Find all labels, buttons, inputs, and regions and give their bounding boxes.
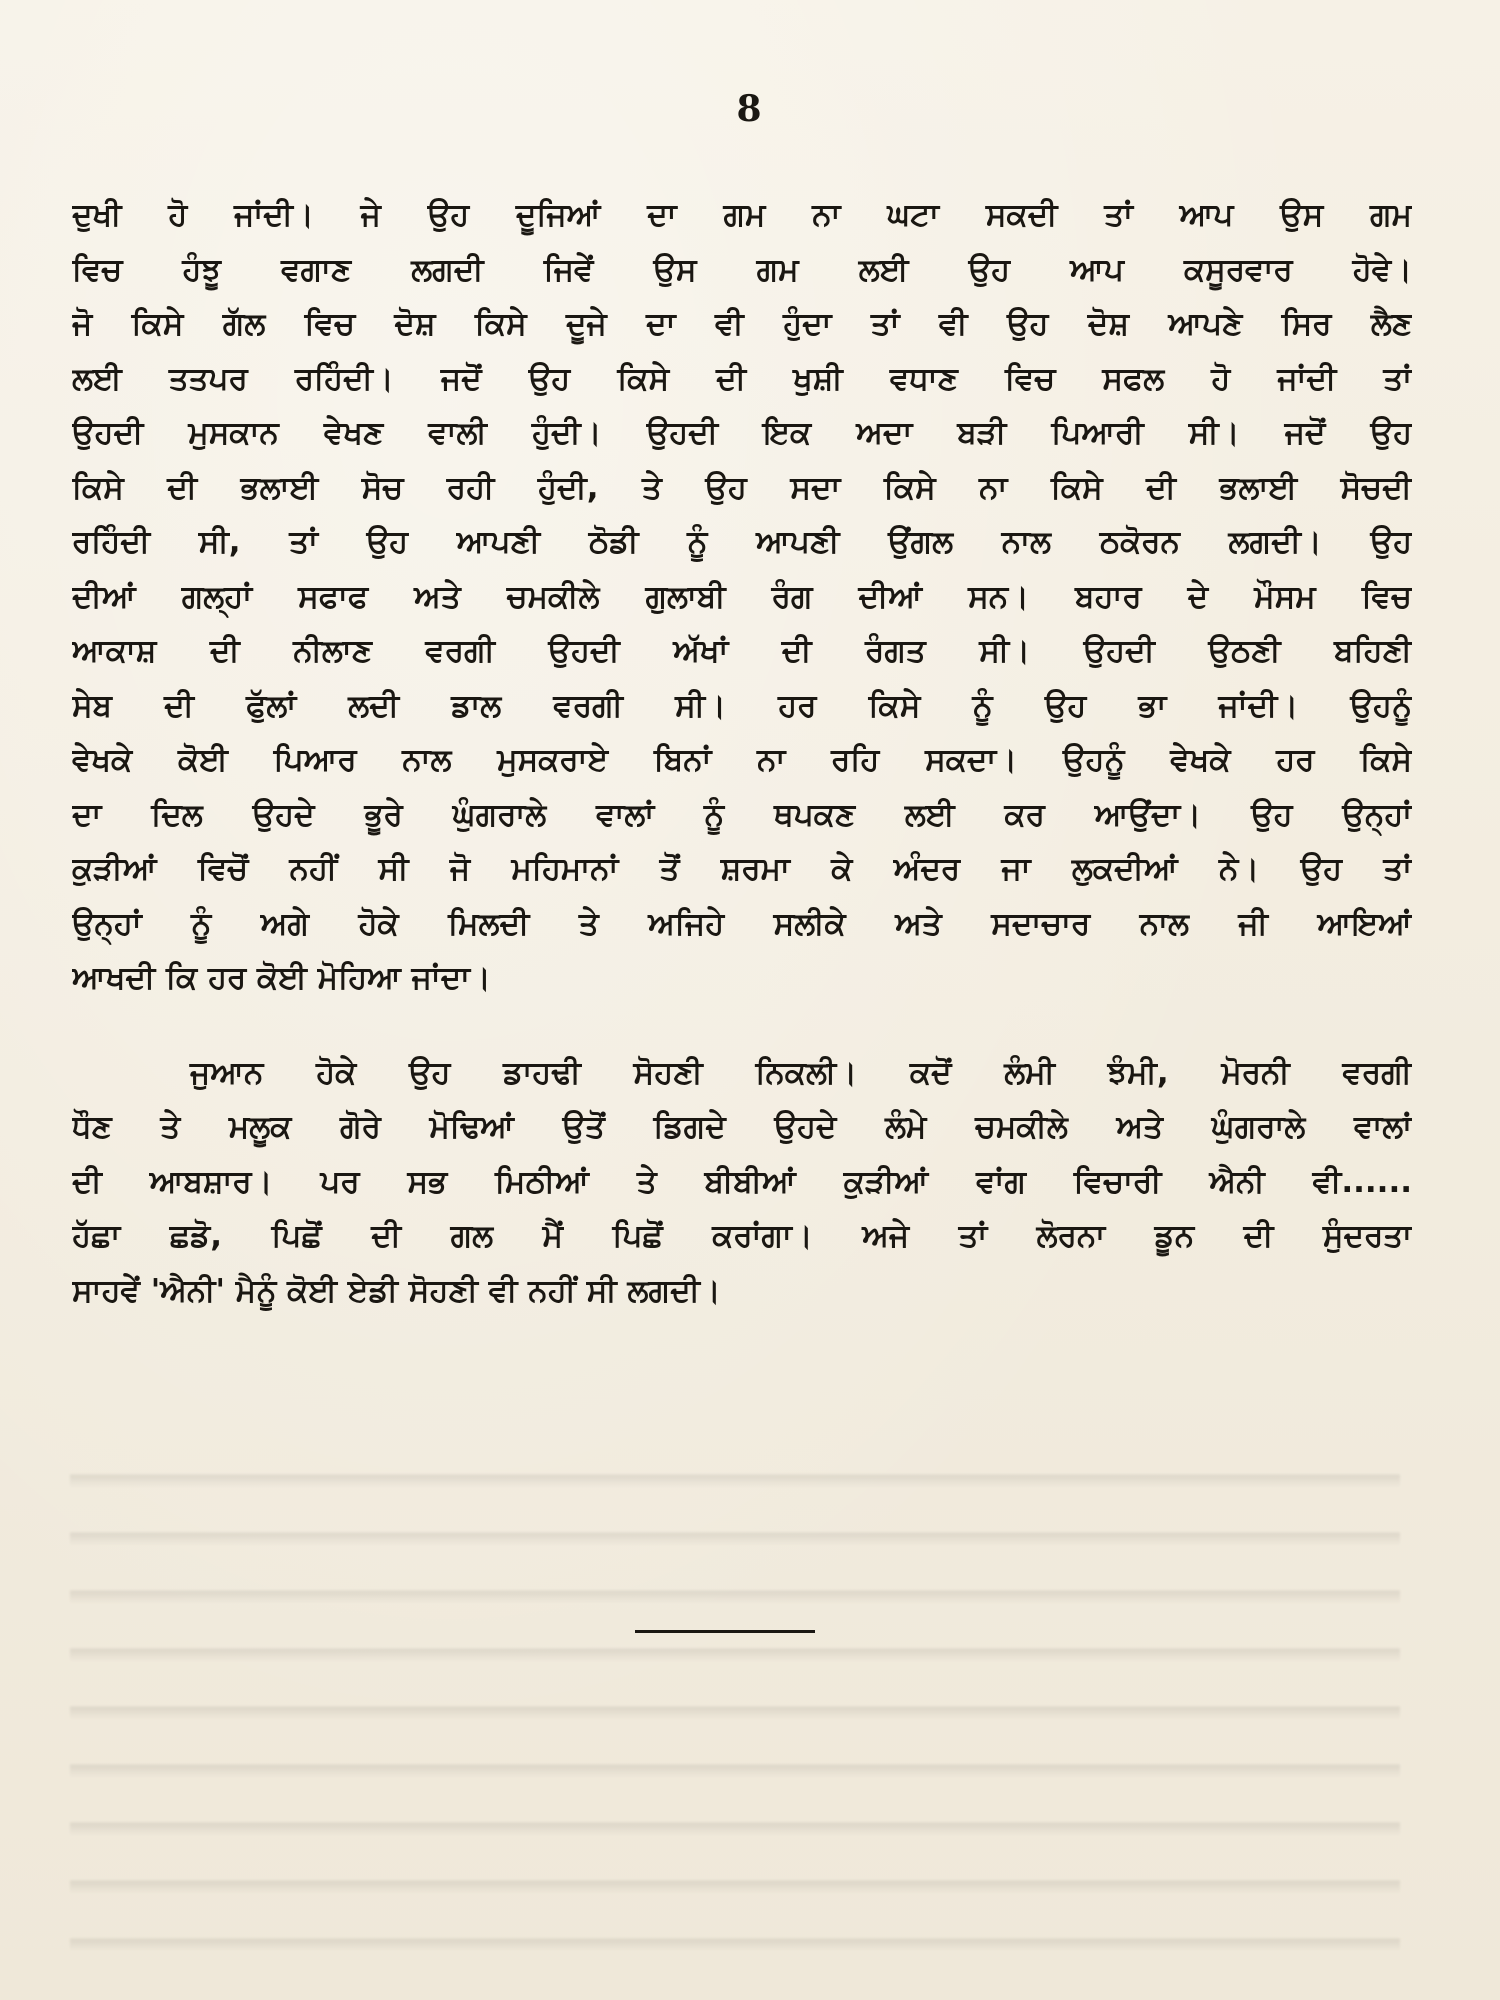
text-line: ਕੁੜੀਆਂ ਵਿਚੋਂ ਨਹੀਂ ਸੀ ਜੋ ਮਹਿਮਾਨਾਂ ਤੋਂ ਸ਼ਰਮਾ ਕੇ ਅੰਦਰ ਜਾ ਲੁਕਦੀਆਂ ਨੇ। ਉਹ ਤਾਂ: [72, 851, 1412, 887]
text-line: ਧੌਣ ਤੇ ਮਲੂਕ ਗੋਰੇ ਮੋਢਿਆਂ ਉਤੋਂ ਡਿਗਦੇ ਉਹਦੇ ਲੰਮੇ ਚਮਕੀਲੇ ਅਤੇ ਘੁੰਗਰਾਲੇ ਵਾਲਾਂ: [72, 1109, 1412, 1145]
text-line: ਆਕਾਸ਼ ਦੀ ਨੀਲਾਣ ਵਰਗੀ ਉਹਦੀ ਅੱਖਾਂ ਦੀ ਰੰਗਤ ਸੀ। ਉਹਦੀ ਉਠਣੀ ਬਹਿਣੀ: [72, 633, 1412, 669]
text-line: ਲਈ ਤਤਪਰ ਰਹਿੰਦੀ। ਜਦੋਂ ਉਹ ਕਿਸੇ ਦੀ ਖੁਸ਼ੀ ਵਧਾਣ ਵਿਚ ਸਫਲ ਹੋ ਜਾਂਦੀ ਤਾਂ: [72, 360, 1412, 397]
page-number: 8: [736, 88, 764, 130]
paragraph-2: [72, 1046, 1412, 1319]
section-divider: [635, 1630, 815, 1633]
show-through-text: [70, 1430, 1400, 1950]
body-text: [72, 188, 1412, 1318]
text-line: ਜੋ ਕਿਸੇ ਗੱਲ ਵਿਚ ਦੋਸ਼ ਕਿਸੇ ਦੂਜੇ ਦਾ ਵੀ ਹੁੰਦਾ ਤਾਂ ਵੀ ਉਹ ਦੋਸ਼ ਆਪਣੇ ਸਿਰ ਲੈਣ: [72, 306, 1412, 342]
text-line: ਸਾਹਵੇਂ 'ਐਨੀ' ਮੈਨੂੰ ਕੋਈ ਏਡੀ ਸੋਹਣੀ ਵੀ ਨਹੀਂ ਸੀ ਲਗਦੀ।: [72, 1272, 721, 1309]
text-line: ਵਿਚ ਹੰਝੂ ਵਗਾਣ ਲਗਦੀ ਜਿਵੇਂ ਉਸ ਗਮ ਲਈ ਉਹ ਆਪ ਕਸੂਰਵਾਰ ਹੋਵੇ।: [72, 251, 1412, 288]
paragraph-1: [72, 188, 1412, 1006]
text-line: ਰਹਿੰਦੀ ਸੀ, ਤਾਂ ਉਹ ਆਪਣੀ ਠੋਡੀ ਨੂੰ ਆਪਣੀ ਉਂਗਲ ਨਾਲ ਠਕੋਰਨ ਲਗਦੀ। ਉਹ: [72, 524, 1412, 560]
paragraph-gap: [72, 1006, 1412, 1046]
text-line: ਦਾ ਦਿਲ ਉਹਦੇ ਭੂਰੇ ਘੁੰਗਰਾਲੇ ਵਾਲਾਂ ਨੂੰ ਥਪਕਣ ਲਈ ਕਰ ਆਉਂਦਾ। ਉਹ ਉਨ੍ਹਾਂ: [72, 796, 1412, 833]
text-line: ਦੀ ਆਬਸ਼ਾਰ। ਪਰ ਸਭ ਮਿਠੀਆਂ ਤੇ ਬੀਬੀਆਂ ਕੁੜੀਆਂ ਵਾਂਗ ਵਿਚਾਰੀ ਐਨੀ ਵੀ......: [72, 1163, 1412, 1200]
text-line: ਜੁਆਨ ਹੋਕੇ ਉਹ ਡਾਹਢੀ ਸੋਹਣੀ ਨਿਕਲੀ। ਕਦੋਂ ਲੰਮੀ ਝੰਮੀ, ਮੋਰਨੀ ਵਰਗੀ: [190, 1054, 1412, 1091]
text-line: ਦੀਆਂ ਗਲ੍ਹਾਂ ਸਫਾਫ ਅਤੇ ਚਮਕੀਲੇ ਗੁਲਾਬੀ ਰੰਗ ਦੀਆਂ ਸਨ। ਬਹਾਰ ਦੇ ਮੌਸਮ ਵਿਚ: [72, 578, 1412, 615]
text-line: ਹੱਛਾ ਛਡੋ, ਪਿਛੋਂ ਦੀ ਗਲ ਮੈਂ ਪਿਛੋਂ ਕਰਾਂਗਾ। ਅਜੇ ਤਾਂ ਲੋਰਨਾ ਡੂਨ ਦੀ ਸੁੰਦਰਤਾ: [72, 1218, 1412, 1254]
text-line: ਕਿਸੇ ਦੀ ਭਲਾਈ ਸੋਚ ਰਹੀ ਹੁੰਦੀ, ਤੇ ਉਹ ਸਦਾ ਕਿਸੇ ਨਾ ਕਿਸੇ ਦੀ ਭਲਾਈ ਸੋਚਦੀ: [72, 469, 1412, 506]
text-line: ਦੁਖੀ ਹੋ ਜਾਂਦੀ। ਜੇ ਉਹ ਦੂਜਿਆਂ ਦਾ ਗਮ ਨਾ ਘਟਾ ਸਕਦੀ ਤਾਂ ਆਪ ਉਸ ਗਮ: [72, 197, 1412, 233]
text-line: ਉਹਦੀ ਮੁਸਕਾਨ ਵੇਖਣ ਵਾਲੀ ਹੁੰਦੀ। ਉਹਦੀ ਇਕ ਅਦਾ ਬੜੀ ਪਿਆਰੀ ਸੀ। ਜਦੋਂ ਉਹ: [72, 415, 1412, 451]
text-line: ਸੇਬ ਦੀ ਫੁੱਲਾਂ ਲਦੀ ਡਾਲ ਵਰਗੀ ਸੀ। ਹਰ ਕਿਸੇ ਨੂੰ ਉਹ ਭਾ ਜਾਂਦੀ। ਉਹਨੂੰ: [72, 687, 1412, 724]
text-line: ਉਨ੍ਹਾਂ ਨੂੰ ਅਗੇ ਹੋਕੇ ਮਿਲਦੀ ਤੇ ਅਜਿਹੇ ਸਲੀਕੇ ਅਤੇ ਸਦਾਚਾਰ ਨਾਲ ਜੀ ਆਇਆਂ: [72, 905, 1412, 942]
text-line: ਆਖਦੀ ਕਿ ਹਰ ਕੋਈ ਮੋਹਿਆ ਜਾਂਦਾ।: [72, 960, 491, 996]
text-line: ਵੇਖਕੇ ਕੋਈ ਪਿਆਰ ਨਾਲ ਮੁਸਕਰਾਏ ਬਿਨਾਂ ਨਾ ਰਹਿ ਸਕਦਾ। ਉਹਨੂੰ ਵੇਖਕੇ ਹਰ ਕਿਸੇ: [72, 742, 1412, 778]
